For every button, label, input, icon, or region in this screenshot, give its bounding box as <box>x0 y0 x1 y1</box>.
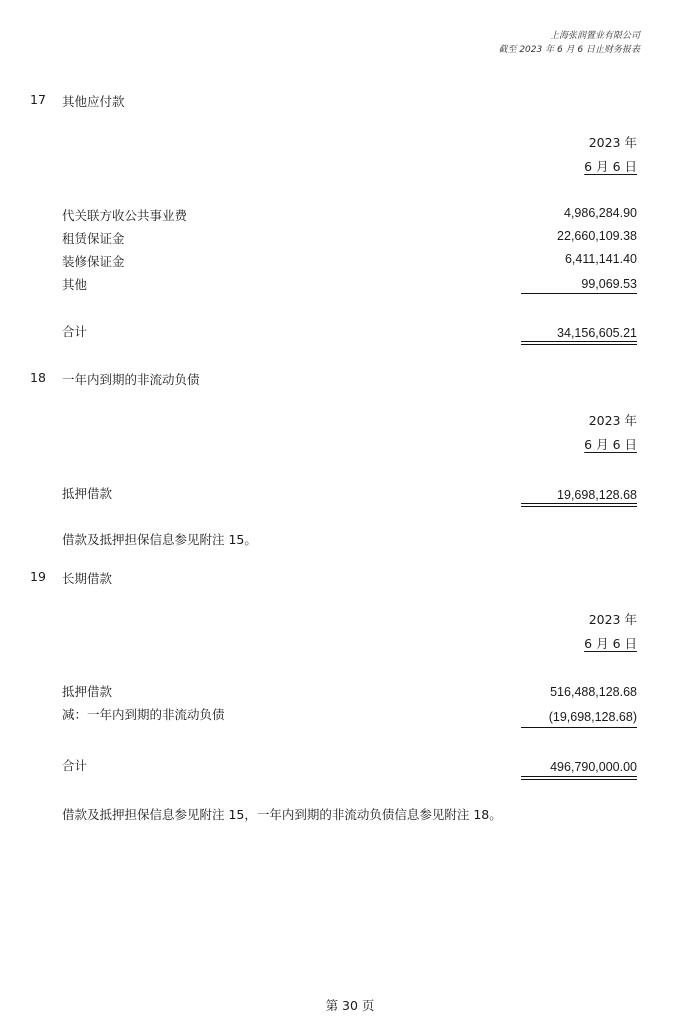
s17-total-label: 合计 <box>62 324 88 339</box>
s17-row-label: 租赁保证金 <box>62 231 125 246</box>
section-18-title: 一年内到期的非流动负债 <box>62 372 200 387</box>
section-17-col-year: 2023 年 <box>588 135 637 150</box>
section-19-title: 长期借款 <box>62 571 113 586</box>
s18-row-label: 抵押借款 <box>62 486 113 501</box>
s17-row-label: 其他 <box>62 277 88 292</box>
page-number: 第 30 页 <box>325 998 375 1013</box>
s19-total-label: 合计 <box>62 758 88 773</box>
section-17-title: 其他应付款 <box>62 94 125 109</box>
s18-total-double-rule <box>521 506 637 507</box>
s17-row-value: 6,411,141.40 <box>564 252 637 266</box>
s17-row-value: 22,660,109.38 <box>557 229 637 243</box>
section-17-number: 17 <box>30 92 46 107</box>
s17-row-label: 代关联方收公共事业费 <box>62 208 188 223</box>
s19-total-double-rule <box>521 779 637 780</box>
company-name: 上海张润置业有限公司 <box>549 31 640 41</box>
section-19-number: 19 <box>30 569 46 584</box>
s19-row-label: 抵押借款 <box>62 684 113 699</box>
s17-total-rule <box>521 341 637 342</box>
s18-total-rule <box>521 503 637 504</box>
s19-total-rule <box>521 776 637 777</box>
s19-row-value: 516,488,128.68 <box>550 685 637 699</box>
section-18-col-year: 2023 年 <box>588 413 637 428</box>
s19-subtotal-rule <box>521 727 637 728</box>
s17-total-double-rule <box>521 344 637 345</box>
s17-total-value: 34,156,605.21 <box>557 326 637 340</box>
report-period: 截至 2023 年 6 月 6 日止财务报表 <box>498 45 640 55</box>
s19-total-value: 496,790,000.00 <box>550 760 637 774</box>
s19-row-value: (19,698,128.68) <box>548 710 637 724</box>
section-19-col-date: 6 月 6 日 <box>584 636 637 651</box>
section-18-number: 18 <box>30 370 46 385</box>
section-17-col-date: 6 月 6 日 <box>584 159 637 174</box>
s19-note: 借款及抵押担保信息参见附注 15，一年内到期的非流动负债信息参见附注 18。 <box>62 807 502 822</box>
s17-row-value: 4,986,284.90 <box>564 206 637 220</box>
section-18-col-date: 6 月 6 日 <box>584 437 637 452</box>
s18-row-value: 19,698,128.68 <box>557 488 637 502</box>
s17-row-value: 99,069.53 <box>581 277 637 291</box>
section-19-col-year: 2023 年 <box>588 612 637 627</box>
s17-row-label: 装修保证金 <box>62 254 125 269</box>
s17-subtotal-rule <box>521 293 637 294</box>
s19-row-label: 减：一年内到期的非流动负债 <box>62 707 225 722</box>
s18-note: 借款及抵押担保信息参见附注 15。 <box>62 532 257 547</box>
